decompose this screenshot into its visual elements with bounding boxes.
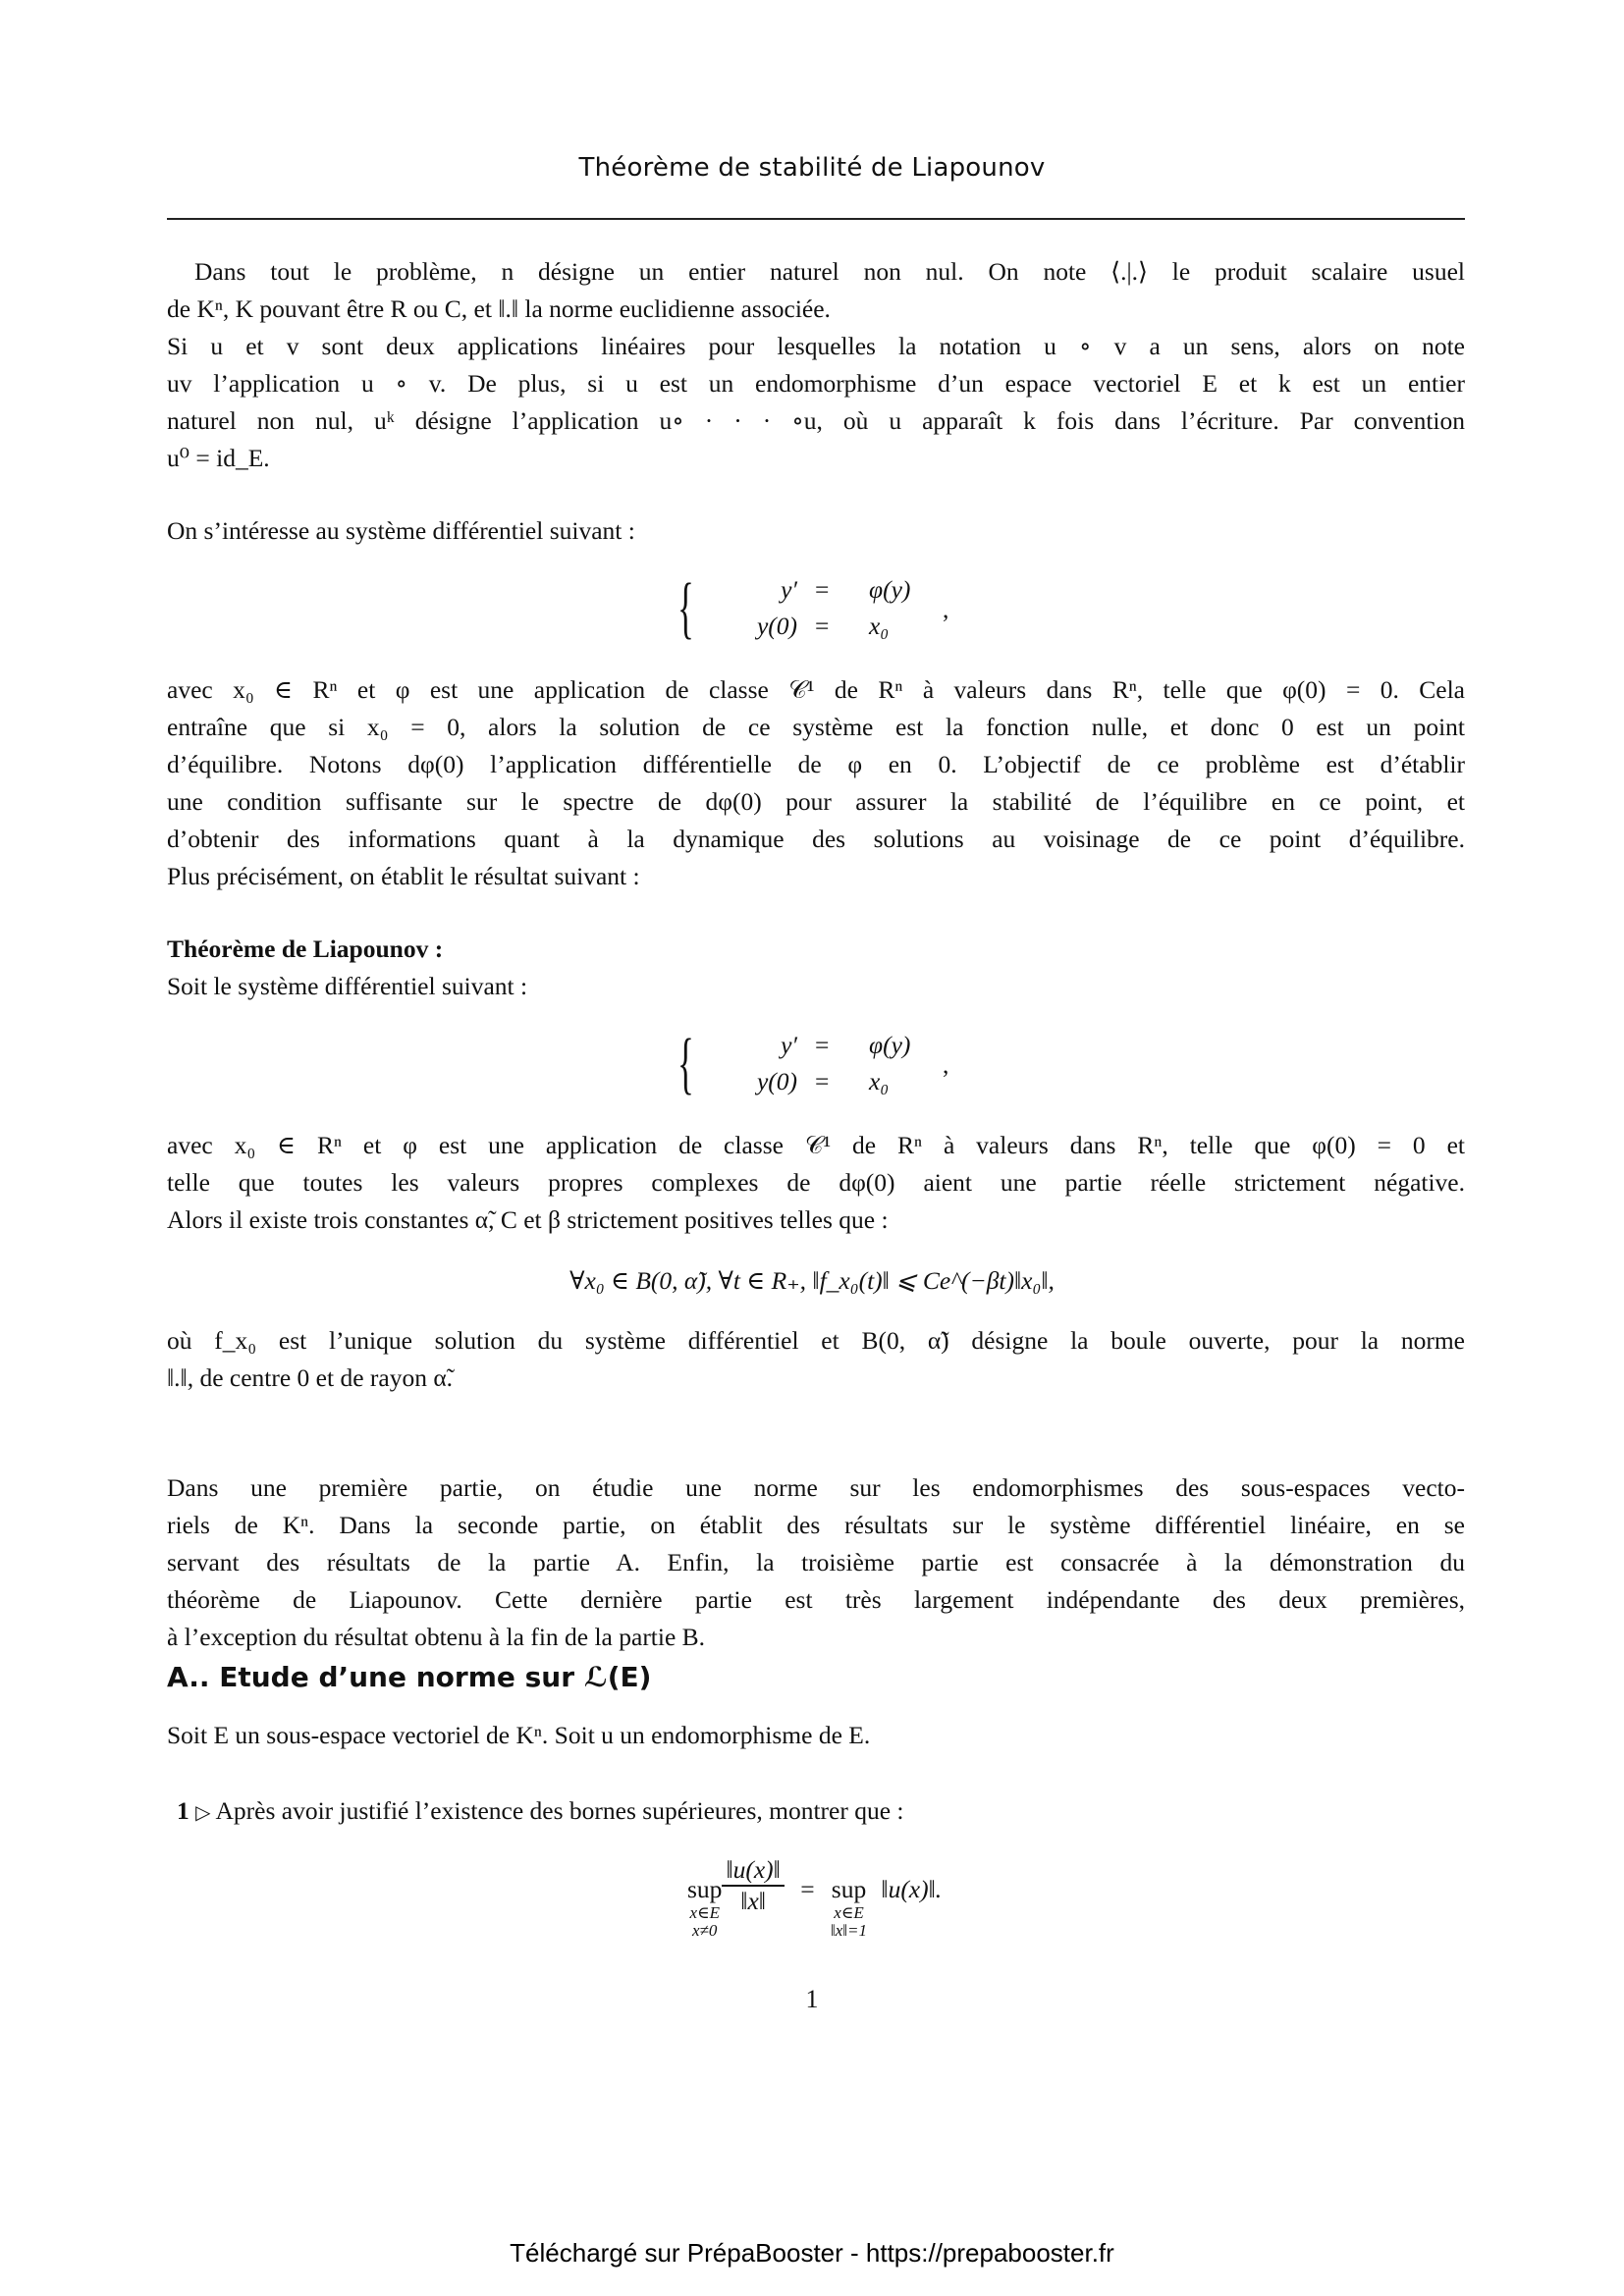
theorem-formula: ∀x₀ ∈ B(0, α̃), ∀t ∈ R₊, ‖f_x₀(t)‖ ⩽ Ce^(−βt)‖x₀‖, [569, 1266, 1055, 1295]
intro-line-1: Dans tout le problème, n désigne un entier naturel non nul. On note ⟨.|.⟩ le produit scalaire usuel [194, 257, 1465, 286]
question-text: Après avoir justifié l’existence des bornes supérieures, montrer que : [215, 1796, 904, 1825]
theorem-after-line-2: ‖.‖, de centre 0 et de rayon α̃. [167, 1363, 454, 1392]
download-footer: Téléchargé sur PrépaBooster - https://prepabooster.fr [510, 2238, 1114, 2268]
para2-line-5: d’obtenir des informations quant à la dynamique des solutions au voisinage de ce point d’équilibre. [167, 825, 1465, 853]
plan-line-3: servant des résultats de la partie A. Enfin, la troisième partie est consacrée à la démonstration du [167, 1548, 1465, 1576]
theorem-line-2: telle que toutes les valeurs propres complexes de dφ(0) aient une partie réelle strictement négative. [167, 1168, 1465, 1197]
sup-left-sub1: x∈E [689, 1903, 720, 1922]
left-brace-icon: { [677, 1026, 694, 1101]
plan-line-1: Dans une première partie, on étudie une norme sur les endomorphismes des sous-espaces vecto- [167, 1473, 1465, 1502]
system2-row2-lhs: y(0) [756, 1067, 797, 1095]
fraction-numerator: ‖u(x)‖ [722, 1855, 784, 1887]
theorem-line-1: avec x₀ ∈ Rⁿ et φ est une application de classe 𝒞¹ de Rⁿ à valeurs dans Rⁿ, telle que φ(0) = 0 et [167, 1131, 1465, 1159]
header-rule [167, 218, 1465, 220]
system-row1-eq: = [815, 575, 830, 604]
system-row2-lhs: y(0) [756, 612, 797, 640]
system2-row2-eq: = [815, 1067, 830, 1095]
triangle-marker-icon: ▷ [195, 1802, 211, 1824]
intro-line-6: u⁰ = id_E. [167, 444, 270, 472]
intro-line-4: uv l’application u ∘ v. De plus, si u est un endomorphisme d’un espace vectoriel E et k est un entier [167, 369, 1465, 398]
system-intro: On s’intéresse au système différentiel suivant : [167, 516, 635, 545]
system2-row1-rhs: φ(y) [869, 1031, 911, 1059]
fraction-denominator: ‖x‖ [740, 1887, 766, 1915]
running-header-title: Théorème de stabilité de Liapounov [578, 153, 1046, 183]
plan-line-4: théorème de Liapounov. Cette dernière partie est très largement indépendante des deux premières, [167, 1585, 1465, 1614]
differential-system-1 [677, 570, 972, 654]
system2-comma: , [943, 1050, 949, 1079]
sup-right-sub1: x∈E [834, 1903, 864, 1922]
system2-row2-rhs: x₀ [869, 1067, 890, 1095]
question-number: 1 [177, 1796, 189, 1825]
intro-line-2: de Kⁿ, K pouvant être R ou C, et ‖.‖ la norme euclidienne associée. [167, 294, 831, 323]
para2-line-2: entraîne que si x₀ = 0, alors la solution de ce système est la fonction nulle, et donc 0 est un point [167, 713, 1465, 741]
theorem-after-line-1: où f_x₀ est l’unique solution du système différentiel et B(0, α̃) désigne la boule ouverte, pour la norme [167, 1326, 1465, 1355]
differential-system-2 [677, 1026, 972, 1109]
question-1-formula [687, 1855, 942, 1940]
theorem-title: Théorème de Liapounov : [167, 934, 444, 963]
para2-line-6: Plus précisément, on établit le résultat suivant : [167, 862, 640, 890]
theorem-line-3: Alors il existe trois constantes α̃, C et β strictement positives telles que : [167, 1205, 889, 1234]
para2-line-3: d’équilibre. Notons dφ(0) l’application différentielle de φ en 0. L’objectif de ce problème est d’établir [167, 750, 1465, 778]
section-a-intro: Soit E un sous-espace vectoriel de Kⁿ. Soit u un endomorphisme de E. [167, 1721, 871, 1749]
para2-line-4: une condition suffisante sur le spectre de dφ(0) pour assurer la stabilité de l’équilibre en ce point, et [167, 787, 1465, 816]
question-1 [177, 1796, 1475, 1828]
left-brace-icon: { [677, 570, 694, 646]
system-row2-rhs: x₀ [869, 612, 890, 640]
equals-sign: = [800, 1875, 815, 1903]
section-a-title: A.. Etude d’une norme sur ℒ(E) [167, 1661, 652, 1693]
rhs-expression: ‖u(x)‖. [881, 1875, 943, 1903]
sup-operator-right: sup [831, 1875, 867, 1903]
sup-right-sub2: ‖x‖=1 [830, 1921, 868, 1940]
page-number: 1 [805, 1985, 819, 2013]
para2-line-1: avec x₀ ∈ Rⁿ et φ est une application de classe 𝒞¹ de Rⁿ à valeurs dans Rⁿ, telle que φ(0) = 0. Cela [167, 675, 1465, 704]
sup-operator-left: sup [687, 1875, 723, 1903]
theorem-intro: Soit le système différentiel suivant : [167, 972, 528, 1000]
system2-row1-eq: = [815, 1031, 830, 1059]
system-row2-eq: = [815, 612, 830, 640]
system-comma: , [943, 595, 949, 623]
system-row1-lhs: y′ [781, 575, 797, 604]
plan-line-5: à l’exception du résultat obtenu à la fin de la partie B. [167, 1623, 706, 1651]
system-row1-rhs: φ(y) [869, 575, 911, 604]
plan-line-2: riels de Kⁿ. Dans la seconde partie, on établit des résultats sur le système différentiel linéaire, en se [167, 1511, 1465, 1539]
sup-left-sub2: x≠0 [692, 1921, 718, 1940]
system2-row1-lhs: y′ [781, 1031, 797, 1059]
intro-line-3: Si u et v sont deux applications linéaires pour lesquelles la notation u ∘ v a un sens, alors on note [167, 332, 1465, 360]
intro-line-5: naturel non nul, uᵏ désigne l’application u∘ · · · ∘u, où u apparaît k fois dans l’écriture. Par convention [167, 406, 1465, 435]
